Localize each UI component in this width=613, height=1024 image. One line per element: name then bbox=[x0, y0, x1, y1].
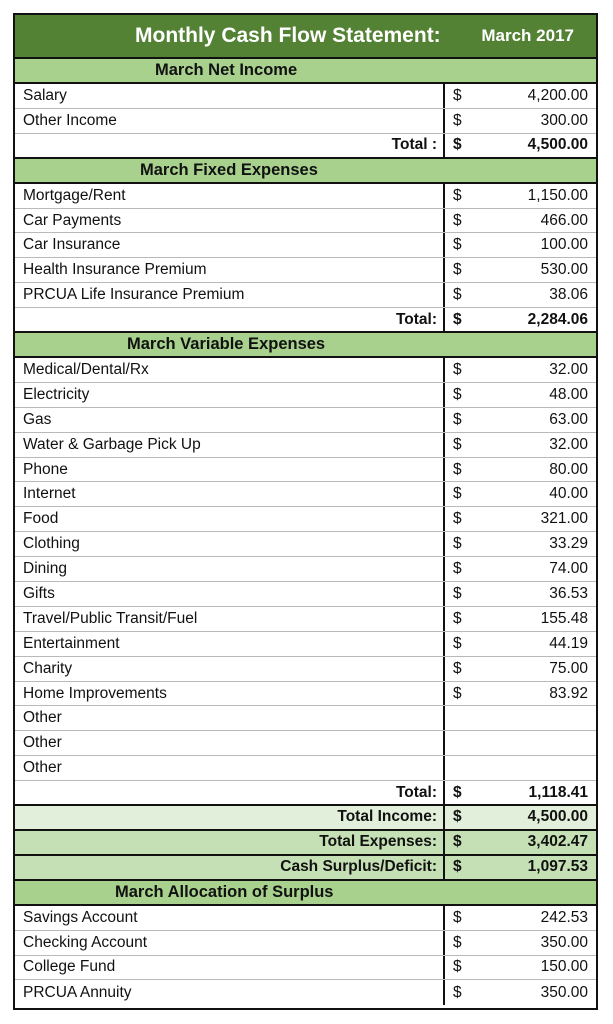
summary-label: Total Expenses: bbox=[15, 831, 445, 854]
fixed-section-heading bbox=[15, 159, 596, 184]
variable-expense-amount: 32.00 bbox=[549, 435, 588, 453]
allocation-item-amount: 242.53 bbox=[540, 908, 588, 926]
variable-expense-label: Other bbox=[15, 706, 445, 730]
allocation-item-row bbox=[15, 931, 596, 956]
variable-expense-amount bbox=[469, 731, 596, 755]
variable-expense-amount: 32.00 bbox=[549, 360, 588, 378]
title-bar bbox=[15, 15, 596, 59]
allocation-item-currency: $ bbox=[453, 958, 462, 976]
fixed-expense-label: Car Insurance bbox=[15, 233, 445, 257]
statement-title: Monthly Cash Flow Statement: bbox=[135, 24, 441, 47]
variable-section-heading bbox=[15, 333, 596, 358]
allocation-heading-text: March Allocation of Surplus bbox=[115, 882, 334, 901]
variable-expense-label: Other bbox=[15, 756, 445, 780]
variable-expense-amount bbox=[469, 706, 596, 730]
summary-currency: $ bbox=[453, 858, 462, 876]
allocation-item-label: PRCUA Annuity bbox=[15, 980, 445, 1005]
allocation-section-heading bbox=[15, 881, 596, 906]
variable-expense-row bbox=[15, 756, 596, 781]
variable-expense-currency: $ bbox=[453, 659, 462, 677]
allocation-item-label: College Fund bbox=[15, 956, 445, 980]
allocation-item-amount: 350.00 bbox=[540, 933, 588, 951]
fixed-expense-amount: 466.00 bbox=[540, 211, 588, 229]
summary-currency: $ bbox=[453, 808, 462, 826]
variable-expense-amount: 44.19 bbox=[549, 634, 588, 652]
fixed-expense-currency: $ bbox=[453, 236, 462, 254]
variable-expense-currency: $ bbox=[453, 535, 462, 553]
variable-expense-amount: 80.00 bbox=[549, 460, 588, 478]
variable-expense-amount bbox=[469, 756, 596, 780]
variable-expense-label: Entertainment bbox=[15, 632, 445, 656]
variable-expense-currency: $ bbox=[453, 435, 462, 453]
variable-expense-label: Internet bbox=[15, 482, 445, 506]
variable-expense-row bbox=[15, 632, 596, 657]
variable-total-row bbox=[15, 781, 596, 806]
variable-expense-currency: $ bbox=[453, 560, 462, 578]
variable-expense-label: Dining bbox=[15, 557, 445, 581]
variable-expense-row bbox=[15, 557, 596, 582]
fixed-expense-row bbox=[15, 184, 596, 209]
fixed-expense-label: Mortgage/Rent bbox=[15, 184, 445, 208]
variable-expense-currency: $ bbox=[453, 360, 462, 378]
summary-surplus-row bbox=[15, 856, 596, 881]
variable-expense-amount: 48.00 bbox=[549, 385, 588, 403]
allocation-item-currency: $ bbox=[453, 983, 462, 1001]
variable-expense-amount: 63.00 bbox=[549, 410, 588, 428]
variable-expense-row bbox=[15, 532, 596, 557]
variable-expense-currency: $ bbox=[453, 385, 462, 403]
income-total-row bbox=[15, 134, 596, 159]
variable-expense-currency bbox=[445, 706, 469, 730]
fixed-expense-row bbox=[15, 233, 596, 258]
summary-amount: 4,500.00 bbox=[527, 808, 588, 826]
income-item-currency: $ bbox=[453, 86, 462, 104]
fixed-expense-currency: $ bbox=[453, 211, 462, 229]
variable-expense-currency: $ bbox=[453, 684, 462, 702]
variable-total-label: Total: bbox=[15, 781, 445, 804]
variable-expense-label: Home Improvements bbox=[15, 682, 445, 706]
fixed-expense-currency: $ bbox=[453, 186, 462, 204]
fixed-expense-label: Health Insurance Premium bbox=[15, 258, 445, 282]
allocation-item-currency: $ bbox=[453, 908, 462, 926]
income-item-amount: 300.00 bbox=[540, 111, 588, 129]
variable-expense-label: Food bbox=[15, 507, 445, 531]
variable-expense-label: Gifts bbox=[15, 582, 445, 606]
variable-expense-row bbox=[15, 706, 596, 731]
fixed-expense-amount: 1,150.00 bbox=[527, 186, 588, 204]
income-item-label: Salary bbox=[15, 84, 445, 108]
variable-expense-row bbox=[15, 657, 596, 682]
variable-expense-row bbox=[15, 682, 596, 707]
variable-total-currency: $ bbox=[453, 783, 462, 801]
income-section-heading bbox=[15, 59, 596, 84]
income-total-amount: 4,500.00 bbox=[527, 136, 588, 154]
variable-expense-currency bbox=[445, 731, 469, 755]
summary-amount: 3,402.47 bbox=[527, 833, 588, 851]
statement-period: March 2017 bbox=[481, 26, 574, 45]
variable-expense-row bbox=[15, 358, 596, 383]
income-heading-text: March Net Income bbox=[155, 61, 298, 79]
allocation-item-label: Savings Account bbox=[15, 906, 445, 930]
allocation-item-row bbox=[15, 956, 596, 981]
variable-expense-label: Water & Garbage Pick Up bbox=[15, 433, 445, 457]
variable-expense-currency bbox=[445, 756, 469, 780]
variable-expense-amount: 83.92 bbox=[549, 684, 588, 702]
variable-expense-row bbox=[15, 607, 596, 632]
fixed-expense-amount: 38.06 bbox=[549, 286, 588, 304]
variable-expense-amount: 33.29 bbox=[549, 535, 588, 553]
variable-expense-row bbox=[15, 408, 596, 433]
summary-label: Cash Surplus/Deficit: bbox=[15, 856, 445, 879]
allocation-item-label: Checking Account bbox=[15, 931, 445, 955]
variable-expense-row bbox=[15, 458, 596, 483]
variable-expense-amount: 74.00 bbox=[549, 560, 588, 578]
summary-total-income-row bbox=[15, 806, 596, 831]
variable-expense-currency: $ bbox=[453, 634, 462, 652]
summary-amount: 1,097.53 bbox=[527, 858, 588, 876]
income-item-label: Other Income bbox=[15, 109, 445, 133]
variable-expense-row bbox=[15, 731, 596, 756]
summary-currency: $ bbox=[453, 833, 462, 851]
variable-expense-row bbox=[15, 507, 596, 532]
fixed-expense-currency: $ bbox=[453, 286, 462, 304]
variable-expense-amount: 321.00 bbox=[540, 510, 588, 528]
fixed-expense-amount: 100.00 bbox=[540, 236, 588, 254]
variable-expense-row bbox=[15, 383, 596, 408]
fixed-expense-currency: $ bbox=[453, 261, 462, 279]
variable-expense-label: Charity bbox=[15, 657, 445, 681]
variable-expense-label: Gas bbox=[15, 408, 445, 432]
variable-expense-label: Clothing bbox=[15, 532, 445, 556]
income-total-label: Total : bbox=[15, 134, 445, 157]
allocation-item-amount: 150.00 bbox=[540, 958, 588, 976]
variable-expense-currency: $ bbox=[453, 460, 462, 478]
variable-expense-currency: $ bbox=[453, 510, 462, 528]
income-item-row bbox=[15, 84, 596, 109]
variable-expense-amount: 40.00 bbox=[549, 485, 588, 503]
variable-total-amount: 1,118.41 bbox=[528, 783, 588, 801]
summary-label: Total Income: bbox=[15, 806, 445, 829]
variable-expense-currency: $ bbox=[453, 609, 462, 627]
allocation-item-amount: 350.00 bbox=[540, 983, 588, 1001]
fixed-expense-row bbox=[15, 209, 596, 234]
variable-expense-label: Medical/Dental/Rx bbox=[15, 358, 445, 382]
income-total-currency: $ bbox=[453, 136, 462, 154]
cash-flow-sheet bbox=[13, 13, 598, 1010]
fixed-expense-row bbox=[15, 258, 596, 283]
variable-expense-row bbox=[15, 482, 596, 507]
variable-expense-label: Electricity bbox=[15, 383, 445, 407]
allocation-item-row bbox=[15, 980, 596, 1005]
income-item-currency: $ bbox=[453, 111, 462, 129]
allocation-item-row bbox=[15, 906, 596, 931]
variable-expense-currency: $ bbox=[453, 584, 462, 602]
income-item-row bbox=[15, 109, 596, 134]
variable-expense-amount: 36.53 bbox=[549, 584, 588, 602]
variable-expense-amount: 155.48 bbox=[540, 609, 588, 627]
fixed-total-label: Total: bbox=[15, 308, 445, 331]
variable-expense-label: Phone bbox=[15, 458, 445, 482]
variable-expense-label: Other bbox=[15, 731, 445, 755]
income-item-amount: 4,200.00 bbox=[527, 86, 588, 104]
variable-expense-currency: $ bbox=[453, 485, 462, 503]
variable-expense-amount: 75.00 bbox=[549, 659, 588, 677]
fixed-heading-text: March Fixed Expenses bbox=[140, 160, 318, 179]
variable-expense-row bbox=[15, 582, 596, 607]
fixed-expense-amount: 530.00 bbox=[540, 261, 588, 279]
variable-heading-text: March Variable Expenses bbox=[127, 335, 326, 354]
fixed-total-amount: 2,284.06 bbox=[527, 310, 588, 328]
variable-expense-label: Travel/Public Transit/Fuel bbox=[15, 607, 445, 631]
summary-total-expenses-row bbox=[15, 831, 596, 856]
fixed-expense-label: Car Payments bbox=[15, 209, 445, 233]
fixed-expense-label: PRCUA Life Insurance Premium bbox=[15, 283, 445, 307]
fixed-total-row bbox=[15, 308, 596, 333]
variable-expense-row bbox=[15, 433, 596, 458]
fixed-total-currency: $ bbox=[453, 310, 462, 328]
allocation-item-currency: $ bbox=[453, 933, 462, 951]
fixed-expense-row bbox=[15, 283, 596, 308]
variable-expense-currency: $ bbox=[453, 410, 462, 428]
